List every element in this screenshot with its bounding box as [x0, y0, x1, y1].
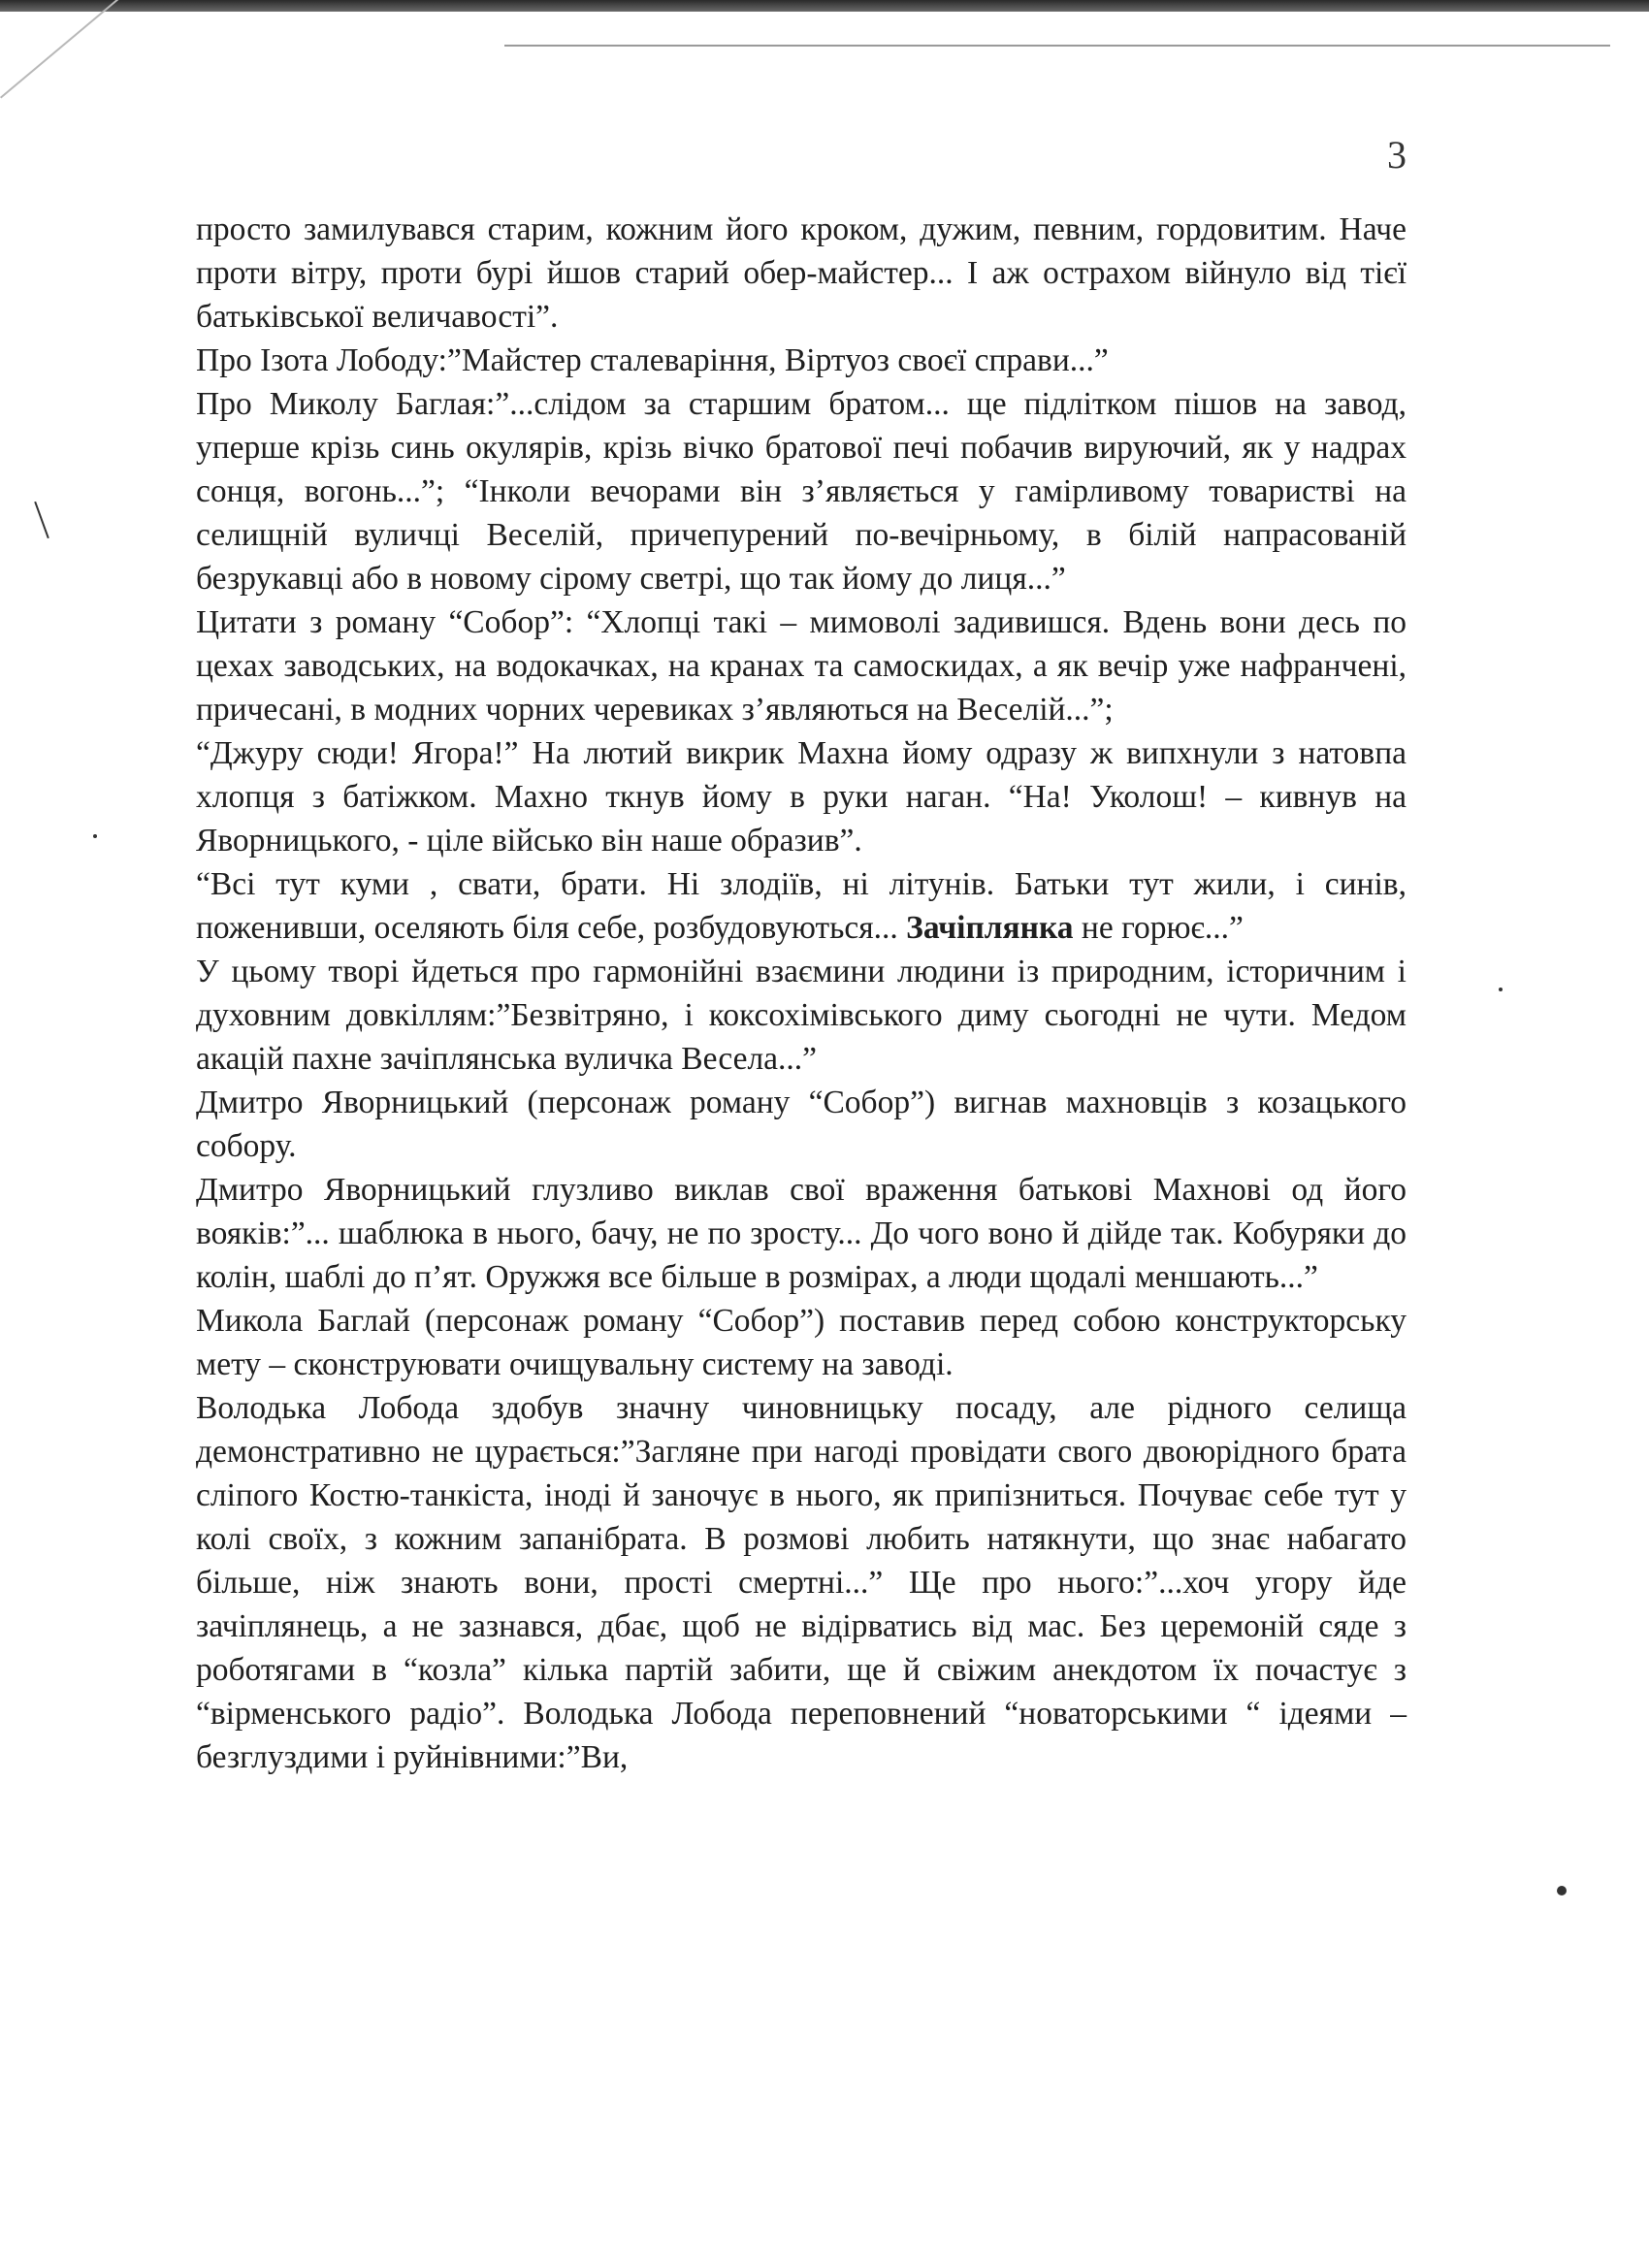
scan-speck [93, 834, 97, 838]
paragraph: “Джуру сюди! Ягора!” На лютий викрик Махна йому одразу ж випхнули з натовпа хлопця з батіжком. Махно ткнув йому в руки наган. “На! Уколош! – кивнув на Яворницького, - ціле військо він наше образив”. [196, 735, 1406, 859]
scan-speck [1499, 988, 1503, 991]
header-rule [504, 45, 1610, 47]
paragraph: Про Миколу Баглая:”...слідом за старшим братом... ще підлітком пішов на завод, уперше крізь синь окулярів, крізь вічко братової печі побачив вируючий, як у надрах сонця, вогонь...”; “Інколи вечорами він з’являється у гамірливому товаристві на селищній вуличці Веселій, причепурений по-вечірньому, в білій напрасованій безрукавці або в новому сірому светрі, що так йому до лиця...” [196, 386, 1406, 597]
paragraph [196, 862, 1406, 950]
paragraph: просто замилувався старим, кожним його кроком, дужим, певним, гордовитим. Наче проти вітру, проти бурі йшов старий обер-майстер... І аж острахом війнуло від тієї батьківської величавості”. [196, 211, 1406, 335]
paragraph: Володька Лобода здобув значну чиновницьку посаду, але рідного селища демонстративно не цурається:”Загляне при нагоді провідати свого двоюрідного брата сліпого Костю-танкіста, іноді й заночує в нього, як припізниться. Почуває себе тут у колі своїх, з кожним запанібрата. В розмові любить натякнути, що знає набагато більше, ніж знають вони, прості смертні...” Ще про нього:”...хоч угору йде зачіплянець, а не зазнався, дбає, щоб не відірватись від мас. Без церемоній сяде з роботягами в “козла” кілька партій забити, ще й свіжим анекдотом їх почастує з “вірменського радіо”. Володька Лобода переповнений “новаторськими “ ідеями – безглуздими і руйнівними:”Ви, [196, 1390, 1406, 1775]
paragraph-text: не горює...” [1073, 910, 1244, 946]
bold-term: Зачіплянка [906, 910, 1074, 946]
paragraph: Дмитро Яворницький глузливо виклав свої враження батькові Махнові од його вояків:”... шаблюка в нього, бачу, не по зросту... До чого воно й дійде так. Кобуряки до колін, шаблі до п’ят. Оружжя все більше в розмірах, а люди щодалі меншають...” [196, 1172, 1406, 1295]
scan-speck [1557, 1886, 1567, 1895]
scan-top-edge [0, 0, 1649, 12]
scan-corner-fold-line [0, 0, 120, 99]
paragraph: У цьому творі йдеться про гармонійні взаємини людини із природним, історичним і духовним довкіллям:”Безвітряно, і коксохімівського диму сьогодні не чути. Медом акацій пахне зачіплянська вуличка Весела...” [196, 954, 1406, 1077]
paragraph: Цитати з роману “Собор”: “Хлопці такі – мимоволі задивишся. Вдень вони десь по цехах заводських, на водокачках, на кранах та самоскидах, а як вечір уже нафранчені, причесані, в модних чорних черевиках з’являються на Веселій...”; [196, 604, 1406, 728]
paragraph: Дмитро Яворницький (персонаж роману “Собор”) вигнав махновців з козацького собору. [196, 1085, 1406, 1164]
page-number: 3 [1387, 133, 1406, 177]
paragraph: Микола Баглай (персонаж роману “Собор”) поставив перед собою конструкторську мету – сконструювати очищувальну систему на заводі. [196, 1303, 1406, 1382]
paragraph: Про Ізота Лободу:”Майстер сталеваріння, Віртуоз своєї справи...” [196, 342, 1109, 378]
scan-margin-mark [34, 502, 49, 538]
paragraph-text: “Всі тут куми , свати, брати. Ні злодіїв, ні літунів. Батьки тут жили, і синів, поженивши, оселяють біля себе, розбудовуються... [196, 866, 1406, 946]
document-body [196, 208, 1406, 1779]
